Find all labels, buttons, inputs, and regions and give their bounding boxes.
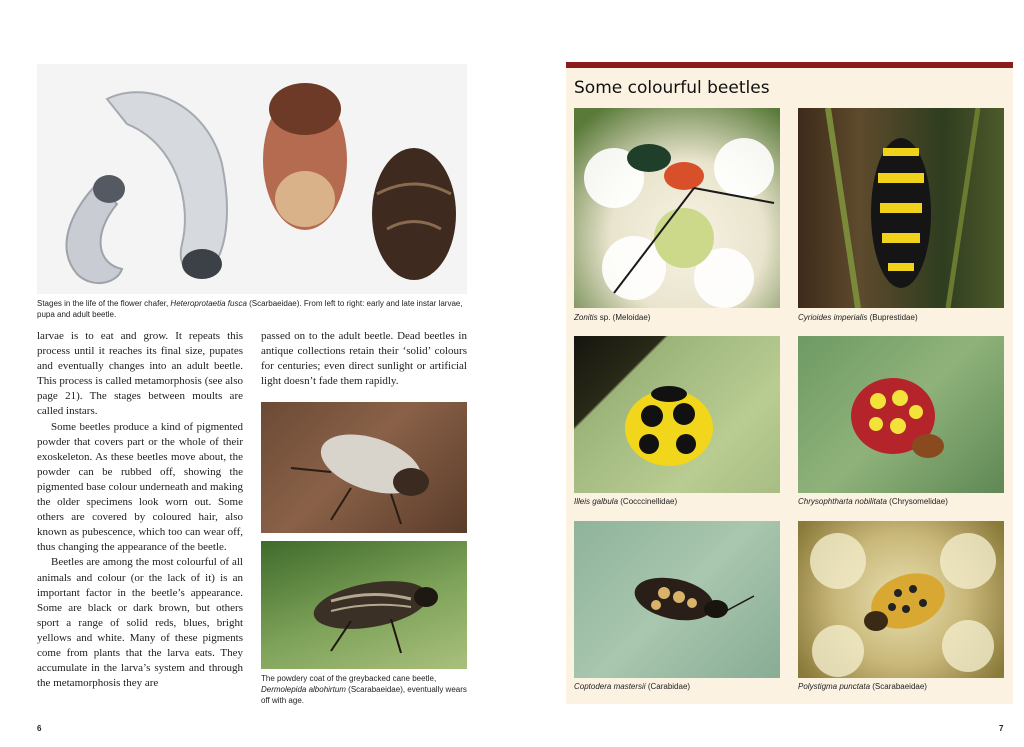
life-stages-caption: Stages in the life of the flower chafer, Heteroprotaetia fusca (Scarbaeidae). From left to right: early and late instar larvae, pupa and adult beetle. — [37, 299, 463, 319]
beetle-photo-zonitis — [574, 108, 780, 308]
beetle-caption: Polystigma punctata (Scarabaeidae) — [798, 682, 927, 691]
paragraph: Some beetles produce a kind of pigmented powder that covers part or the whole of their exoskeleton. As these beetles move about, the powder can be rubbed off, showing the pigmented base colour underneath and making the older specimens look worn out. Some others are covered by coloured hair, also known as pubescence, which too can wear off, thus changing the appearance of the beetle. — [37, 420, 243, 554]
life-stages-illustration — [37, 64, 467, 294]
beetle-photo-chrysophtharta — [798, 336, 1004, 493]
paragraph: Beetles are among the most colourful of all animals and colour (or the lack of it) is an important factor in the beetle’s appearance. Some are black or dark brown, but others sport a range of solid reds, blues, bright yellows and white. Many of these pigments come from plants that the larva eats. They accumulate in the larva’s system and through the metamorphosis they are — [37, 556, 243, 690]
beetle-photo-cyrioides — [798, 108, 1004, 308]
chrysophtharta-illustration — [798, 336, 1004, 493]
cane-beetle-illustration — [261, 402, 467, 533]
cyrioides-illustration — [798, 108, 1004, 308]
cane-beetle-photo-leaf — [261, 541, 467, 669]
beetle-caption: Chrysophtharta nobilitata (Chrysomelidae) — [798, 497, 948, 506]
zonitis-illustration — [574, 108, 780, 308]
section-heading: Some colourful beetles — [574, 78, 770, 98]
right-column-text — [261, 329, 467, 389]
beetle-caption: Coptodera mastersii (Carabidae) — [574, 682, 691, 691]
coptodera-illustration — [574, 521, 780, 678]
beetle-photo-coptodera — [574, 521, 780, 678]
paragraph: passed on to the adult beetle. Dead beetles in antique collections retain their ‘solid’ colours for centuries; even direct sunlight or artificial light doesn’t fade them rapidly. — [261, 330, 467, 388]
cane-beetle-worn-illustration — [261, 541, 467, 669]
page-number-right: 7 — [999, 724, 1004, 733]
cane-beetle-caption: The powdery coat of the greybacked cane beetle, Dermolepida albohirtum (Scarabaeidae), eventually wears off with age. — [261, 674, 467, 705]
beetle-caption: Zonitis sp. (Meloidae) — [574, 313, 651, 322]
life-stages-photo — [37, 64, 467, 294]
polystigma-illustration — [798, 521, 1004, 678]
beetle-caption: Illeis galbula (Cocccinellidae) — [574, 497, 678, 506]
illeis-illustration — [574, 336, 780, 493]
cane-beetle-photo-wood — [261, 402, 467, 533]
accent-bar — [566, 62, 1013, 68]
beetle-photo-illeis — [574, 336, 780, 493]
beetle-photo-polystigma — [798, 521, 1004, 678]
page-number-left: 6 — [37, 724, 42, 733]
left-column-text — [37, 329, 243, 691]
beetle-caption: Cyrioides imperialis (Buprestidae) — [798, 313, 918, 322]
paragraph: larvae is to eat and grow. It repeats this process until it reaches its final size, pupates and eventually changes into an adult beetle. This process is called metamorphosis (see also page 21). The stages between moults are called instars. — [37, 330, 243, 418]
